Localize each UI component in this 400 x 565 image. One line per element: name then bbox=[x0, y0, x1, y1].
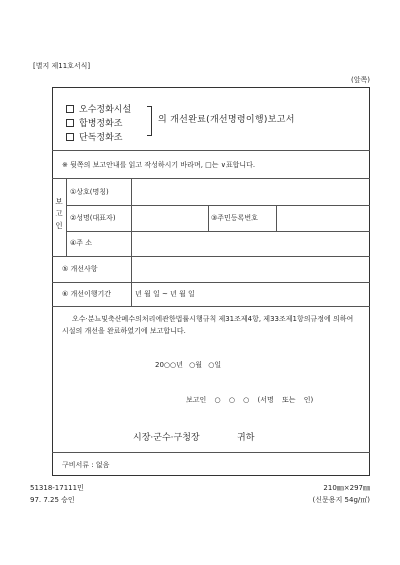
facility-label: 합병정화조 bbox=[79, 119, 123, 129]
report-date: 20○○년 ○월 ○일 bbox=[155, 361, 222, 369]
reporter-char: 보 bbox=[55, 197, 63, 206]
divider bbox=[52, 452, 370, 453]
instruction-notice: ※ 뒷쪽의 보고안내를 읽고 작성하시기 바라며, □는 ∨표합니다. bbox=[62, 161, 256, 169]
recipient-suffix: 귀하 bbox=[237, 433, 255, 443]
improvement-period-value[interactable]: 년 월 일 ~ 년 월 일 bbox=[135, 290, 195, 298]
divider bbox=[52, 256, 370, 257]
divider bbox=[52, 282, 370, 283]
checkbox-icon[interactable] bbox=[66, 105, 74, 113]
recipient: 시장·군수·구청장 bbox=[133, 433, 200, 443]
resident-number-label: ③주민등록번호 bbox=[211, 214, 258, 222]
checkbox-icon[interactable] bbox=[66, 133, 74, 141]
facility-option-sewage[interactable] bbox=[66, 102, 131, 115]
divider bbox=[66, 178, 67, 256]
form-code: 51318-17111민 bbox=[30, 484, 84, 492]
required-documents: 구비서류 : 없음 bbox=[62, 461, 110, 469]
document-title: 의 개선완료(개선명령이행)보고서 bbox=[158, 115, 295, 125]
bracket-icon bbox=[147, 106, 152, 136]
paper-type: (신문용지 54g/㎡) bbox=[312, 496, 370, 504]
divider bbox=[52, 178, 370, 179]
checkbox-icon[interactable] bbox=[66, 119, 74, 127]
reporter-section-label bbox=[52, 196, 66, 232]
form-reference: [별지 제11호서식] bbox=[33, 62, 91, 70]
signature-line: 보고인 ○ ○ ○ (서명 또는 인) bbox=[186, 396, 314, 404]
facility-label: 오수정화시설 bbox=[79, 105, 132, 115]
facility-label: 단독정화조 bbox=[79, 133, 123, 143]
representative-name-label: ②성명(대표자) bbox=[70, 214, 116, 222]
address-label: ④주 소 bbox=[70, 239, 93, 247]
divider bbox=[52, 306, 370, 307]
improvement-items-label: ⑤ 개선사항 bbox=[62, 265, 98, 273]
facility-option-combined[interactable] bbox=[66, 116, 122, 129]
paper-size: 210㎜×297㎜ bbox=[323, 484, 370, 492]
reporter-char: 고 bbox=[55, 209, 63, 218]
approval-date: 97. 7.25 승인 bbox=[30, 496, 75, 504]
divider bbox=[52, 150, 370, 151]
reporter-char: 인 bbox=[55, 221, 63, 230]
facility-option-single[interactable] bbox=[66, 130, 122, 143]
divider bbox=[208, 205, 209, 231]
page-side-label: (앞쪽) bbox=[351, 76, 370, 84]
divider bbox=[66, 205, 370, 206]
improvement-period-label: ⑥ 개선이행기간 bbox=[62, 290, 112, 298]
trade-name-label: ①상호(명칭) bbox=[70, 188, 109, 196]
divider bbox=[66, 231, 370, 232]
report-statement: 오수·분뇨및축산폐수의처리에관한법률시행규칙 제31조제4항, 제33조제1항의규정에 의하여 시설의 개선을 완료하였기에 보고합니다. bbox=[62, 315, 354, 335]
divider bbox=[131, 178, 132, 306]
divider bbox=[276, 205, 277, 231]
